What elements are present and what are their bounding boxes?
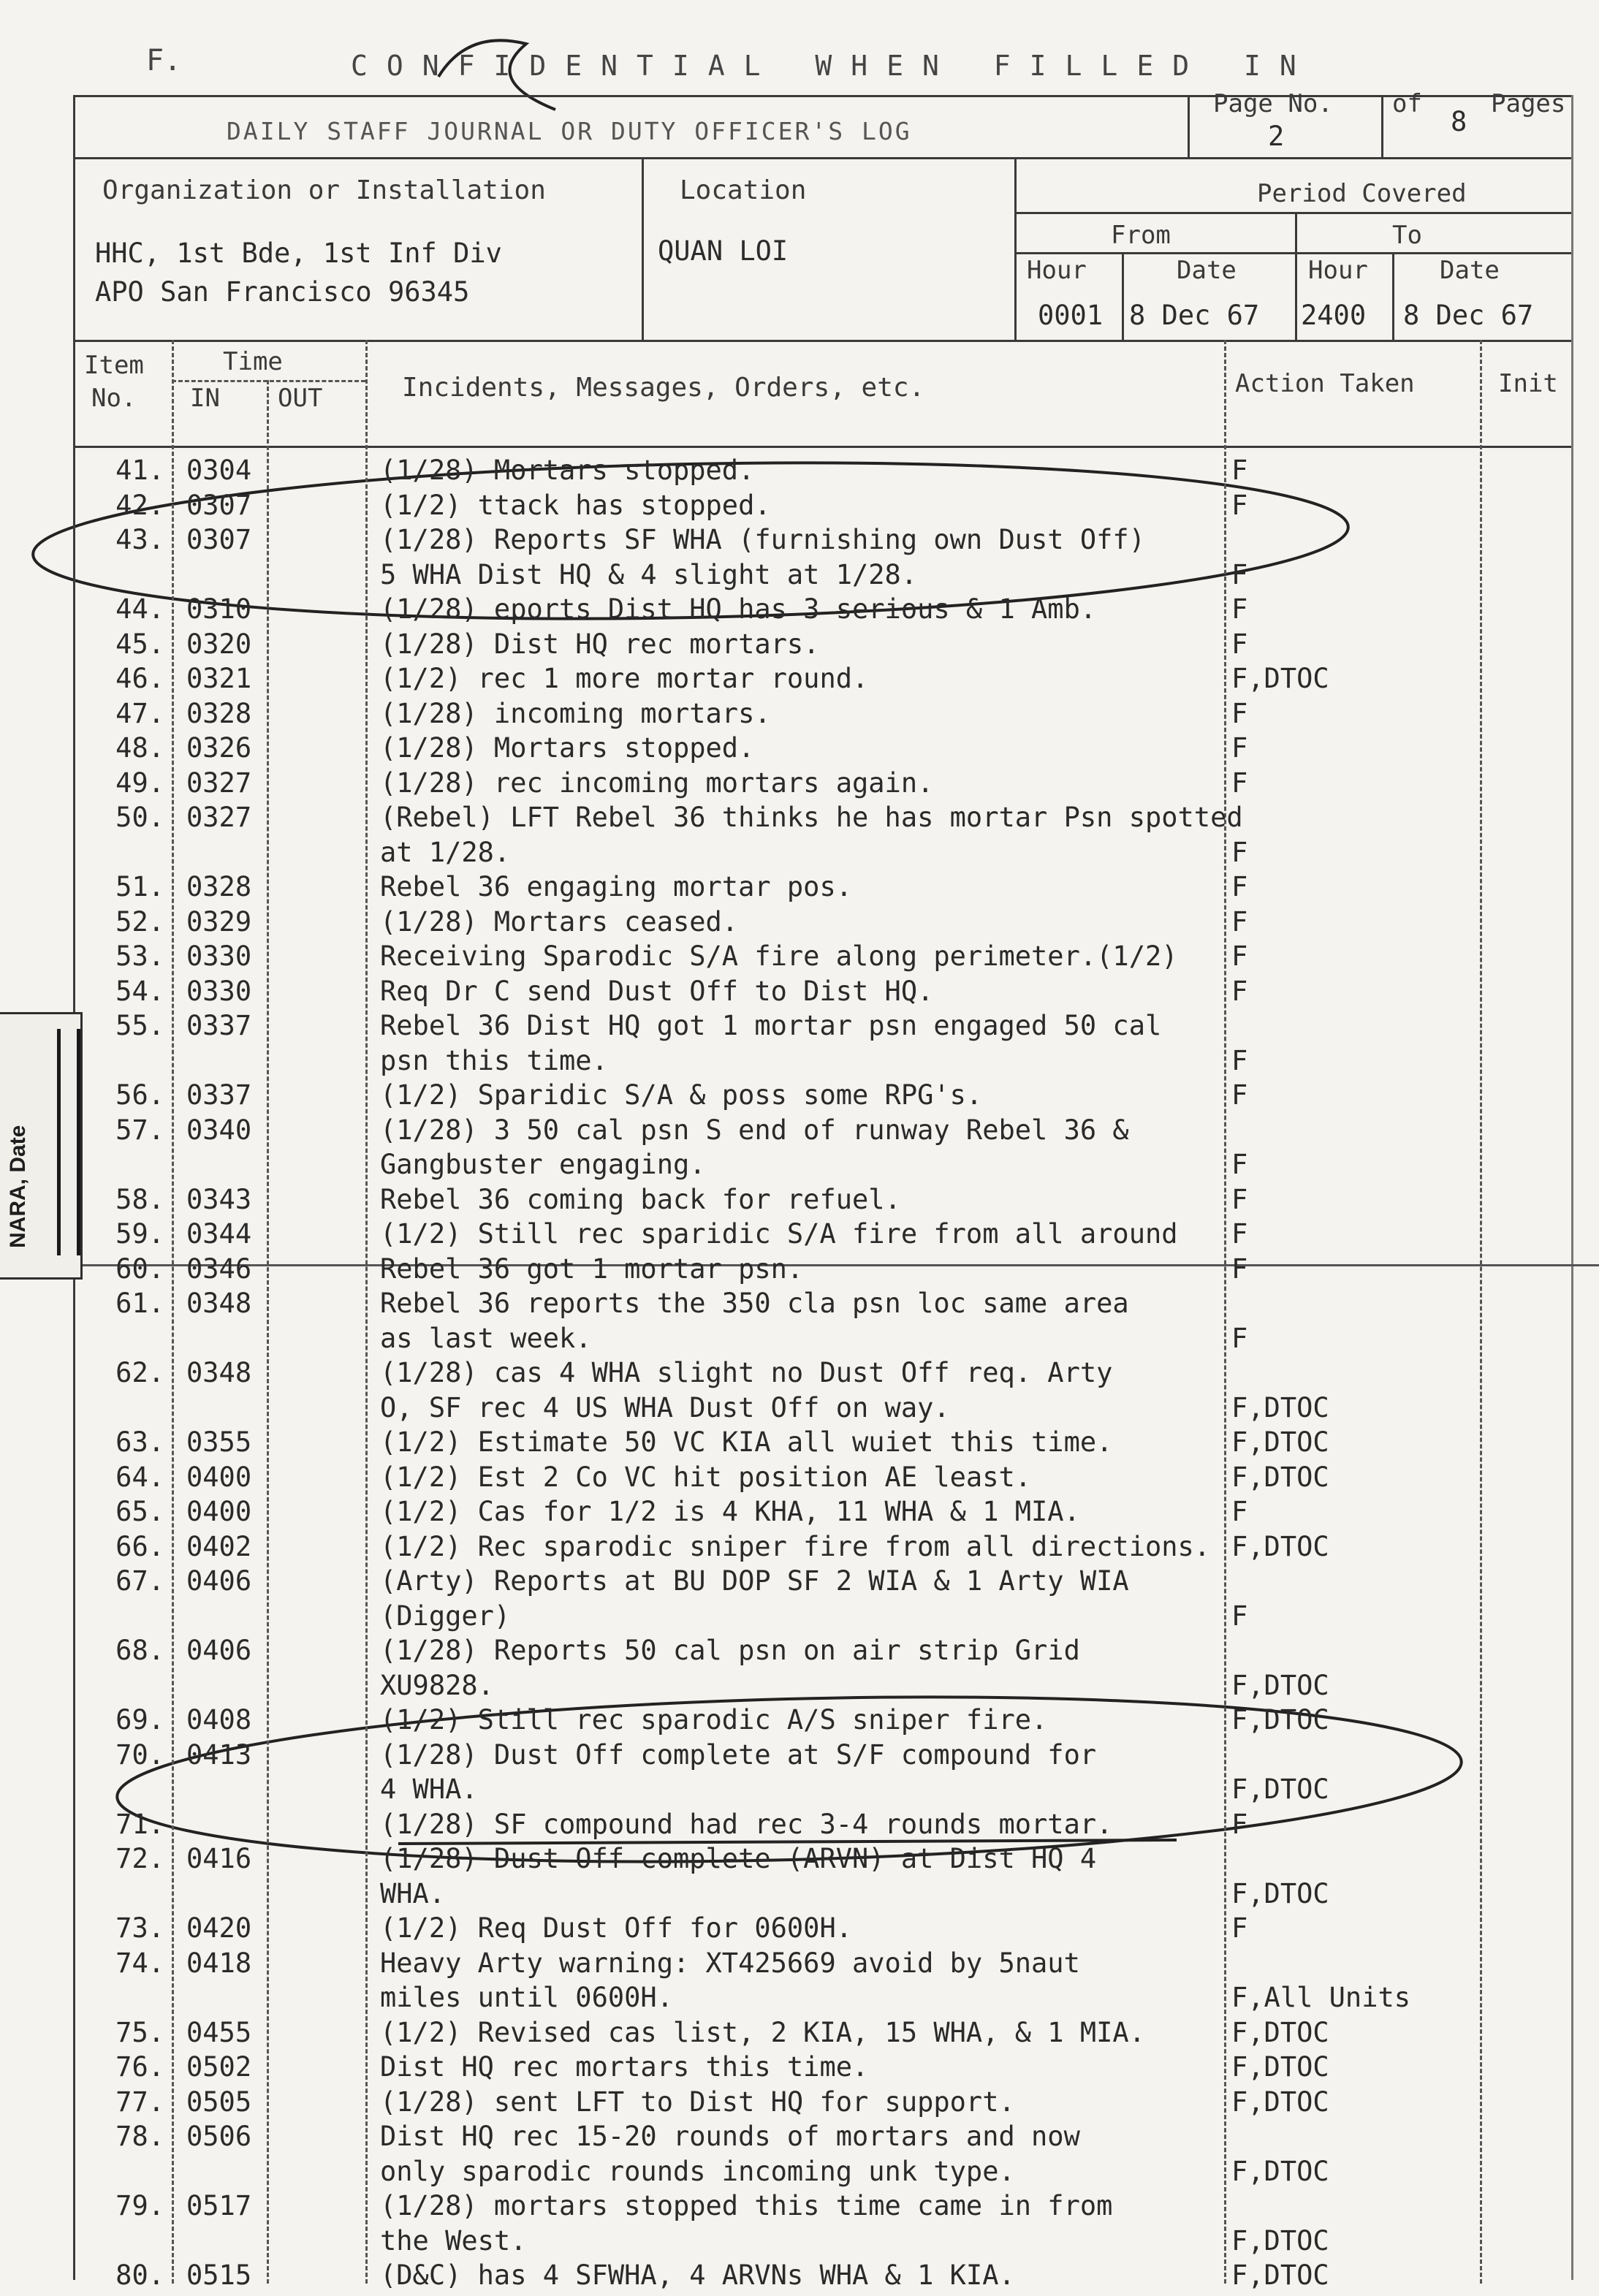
entry-text-line: (1/28) Reports SF WHA (furnishing own Dust Off) [380, 524, 1145, 555]
entry-text-line: (1/28) 3 50 cal psn S end of runway Rebel 36 & [380, 1114, 1129, 1146]
hour-date-divider [1392, 252, 1394, 340]
entry-item-no: 60. [115, 1252, 164, 1285]
entry-action: F [1231, 871, 1248, 902]
entry-item-no: 42. [115, 489, 164, 521]
page-no-divider [1188, 95, 1190, 157]
entry-text-line: (1/2) Est 2 Co VC hit position AE least. [380, 1461, 1032, 1493]
entry-action: F [1231, 836, 1248, 868]
entry-action: F [1231, 1808, 1248, 1840]
col-init-label: Init [1498, 369, 1558, 398]
nara-tab-bars [57, 1029, 80, 1255]
entry-item-no: 73. [115, 1912, 164, 1944]
entry-item-no: 69. [115, 1704, 164, 1736]
entry-text-line: (Rebel) LFT Rebel 36 thinks he has mortar Psn spotted [380, 802, 1243, 833]
entry-time-in: 0343 [186, 1183, 252, 1215]
entry-action: F,DTOC [1231, 663, 1329, 694]
entry-action: F [1231, 1218, 1248, 1250]
entry-text-line: (1/2) Req Dust Off for 0600H. [380, 1912, 853, 1944]
location-divider [642, 157, 644, 340]
entry-text-line: (1/2) ttack has stopped. [380, 489, 771, 521]
entry-action: F,DTOC [1231, 1530, 1329, 1562]
entry-time-in: 0505 [186, 2086, 252, 2118]
to-hour-label: Hour [1308, 256, 1368, 285]
entry-time-in: 0402 [186, 1530, 252, 1562]
from-hour: 0001 [1038, 300, 1104, 331]
location-label: Location [680, 175, 807, 205]
entry-time-in: 0321 [186, 663, 252, 694]
entry-text-line: Dist HQ rec mortars this time. [380, 2051, 869, 2083]
entry-text-line: (1/28) incoming mortars. [380, 697, 771, 729]
entry-item-no: 45. [115, 628, 164, 660]
entry-item-no: 64. [115, 1461, 164, 1493]
entry-action: F [1231, 558, 1248, 590]
entry-time-in: 0506 [186, 2121, 252, 2152]
entry-action: F,DTOC [1231, 1669, 1329, 1701]
entry-action: F [1231, 1912, 1248, 1944]
from-label: From [1111, 221, 1171, 250]
entry-time-in: 0348 [186, 1357, 252, 1388]
entry-action: F [1231, 1183, 1248, 1215]
col-separator [1480, 340, 1482, 2284]
hour-date-divider [1122, 252, 1124, 340]
from-to-divider [1295, 212, 1297, 340]
entry-action: F [1231, 975, 1248, 1007]
entry-item-no: 75. [115, 2016, 164, 2048]
entry-text-line: (1/28) SF compound had rec 3-4 rounds mortar. [380, 1808, 1113, 1840]
entry-item-no: 79. [115, 2190, 164, 2221]
entry-time-in: 0406 [186, 1565, 252, 1597]
entry-time-in: 0327 [186, 802, 252, 833]
entry-action: F [1231, 593, 1248, 625]
entry-time-in: 0326 [186, 732, 252, 764]
entry-text-line: at 1/28. [380, 836, 511, 868]
entry-time-in: 0346 [186, 1252, 252, 1285]
page-no-value: 2 [1268, 121, 1285, 152]
entry-item-no: 74. [115, 1947, 164, 1979]
entry-time-in: 0406 [186, 1635, 252, 1666]
entry-text-line: Rebel 36 reports the 350 cla psn loc same area [380, 1288, 1129, 1319]
entry-text-line: (1/2) Still rec sparidic S/A fire from all around [380, 1218, 1178, 1250]
entry-action: F,DTOC [1231, 1877, 1329, 1909]
entry-item-no: 61. [115, 1288, 164, 1319]
entry-item-no: 68. [115, 1635, 164, 1666]
entry-item-no: 43. [115, 524, 164, 555]
entry-text-line: 4 WHA. [380, 1774, 478, 1805]
entry-text-line: (1/2) Still rec sparodic A/S sniper fire. [380, 1704, 1048, 1736]
entry-item-no: 50. [115, 802, 164, 833]
entry-item-no: 48. [115, 732, 164, 764]
entry-text-line: (1/28) Mortars stopped. [380, 732, 755, 764]
col-out-label: OUT [278, 384, 323, 413]
col-separator [365, 340, 368, 2284]
entry-text-line: psn this time. [380, 1044, 608, 1076]
entry-item-no: 78. [115, 2121, 164, 2152]
entry-text-line: (1/28) cas 4 WHA slight no Dust Off req. Arty [380, 1357, 1113, 1388]
entry-item-no: 47. [115, 697, 164, 729]
org-label: Organization or Installation [102, 175, 546, 205]
entry-action: F [1231, 1079, 1248, 1111]
entry-text-line: (1/28) sent LFT to Dist HQ for support. [380, 2086, 1015, 2118]
entry-text-line: (1/2) Estimate 50 VC KIA all wuiet this time. [380, 1426, 1113, 1458]
entry-text-line: (1/28) Dust Off complete (ARVN) at Dist HQ 4 [380, 1843, 1097, 1874]
entry-item-no: 66. [115, 1530, 164, 1562]
of-divider [1381, 95, 1383, 157]
col-action-label: Action Taken [1235, 369, 1415, 398]
entry-text-line: (1/28) mortars stopped this time came in from [380, 2190, 1113, 2221]
right-border [1571, 95, 1573, 2280]
entry-item-no: 41. [115, 455, 164, 486]
entry-action: F [1231, 1149, 1248, 1180]
entry-time-in: 0304 [186, 455, 252, 486]
from-date-label: Date [1177, 256, 1237, 285]
entry-action: F [1231, 767, 1248, 799]
entry-time-in: 0517 [186, 2190, 252, 2221]
col-separator [1224, 340, 1226, 2284]
entry-time-in: 0408 [186, 1704, 252, 1736]
entry-action: F [1231, 455, 1248, 486]
entry-action: F [1231, 628, 1248, 660]
entry-time-in: 0337 [186, 1079, 252, 1111]
entry-item-no: 57. [115, 1114, 164, 1146]
to-hour: 2400 [1301, 300, 1367, 331]
entry-item-no: 65. [115, 1496, 164, 1527]
from-hour-label: Hour [1027, 256, 1087, 285]
entry-item-no: 59. [115, 1218, 164, 1250]
entry-action: F,DTOC [1231, 1426, 1329, 1458]
col-incidents-label: Incidents, Messages, Orders, etc. [402, 373, 925, 403]
entry-action: F [1231, 1600, 1248, 1632]
entry-text-line: Rebel 36 coming back for refuel. [380, 1183, 901, 1215]
entry-item-no: 53. [115, 940, 164, 972]
nara-tab-label: NARA, Date [6, 1125, 30, 1248]
entry-action: F [1231, 940, 1248, 972]
entry-text-line: (1/28) Dust Off complete at S/F compound for [380, 1738, 1097, 1771]
to-date-label: Date [1440, 256, 1500, 285]
entry-text-line: (Arty) Reports at BU DOP SF 2 WIA & 1 Arty WIA [380, 1565, 1129, 1597]
entry-item-no: 67. [115, 1565, 164, 1597]
entry-item-no: 58. [115, 1183, 164, 1215]
entry-action: F [1231, 697, 1248, 729]
entry-item-no: 52. [115, 905, 164, 938]
entry-text-line: (1/28) eports Dist HQ has 3 serious & 1 Amb. [380, 593, 1097, 625]
page-no-label: Page No. [1213, 89, 1333, 118]
entry-action: F [1231, 1252, 1248, 1285]
entry-item-no: 76. [115, 2051, 164, 2083]
period-rule [1014, 212, 1571, 214]
entry-time-in: 0327 [186, 767, 252, 799]
entry-text-line: (1/2) Sparidic S/A & poss some RPG's. [380, 1079, 983, 1111]
entry-text-line: WHA. [380, 1877, 446, 1909]
entry-time-in: 0455 [186, 2016, 252, 2048]
entry-text-line: (1/28) Dist HQ rec mortars. [380, 628, 820, 660]
entry-time-in: 0348 [186, 1288, 252, 1319]
entry-item-no: 51. [115, 871, 164, 902]
entry-text-line: Req Dr C send Dust Off to Dist HQ. [380, 975, 934, 1007]
col-time-label: Time [223, 347, 283, 376]
period-rule [1014, 252, 1571, 254]
entry-action: F,DTOC [1231, 2155, 1329, 2187]
entry-time-in: 0416 [186, 1843, 252, 1874]
entry-time-in: 0413 [186, 1738, 252, 1771]
entry-action: F [1231, 905, 1248, 938]
entry-action: F,DTOC [1231, 1704, 1329, 1736]
nara-tab [0, 1012, 83, 1280]
entry-text-line: 5 WHA Dist HQ & 4 slight at 1/28. [380, 558, 918, 590]
col-item-label-2: No. [91, 384, 137, 413]
entry-action: F,DTOC [1231, 2051, 1329, 2083]
col-item-label: Item [84, 351, 144, 380]
entry-text-line: Gangbuster engaging. [380, 1149, 706, 1180]
entry-text-line: (1/28) Mortars ceased. [380, 905, 739, 938]
entry-item-no: 70. [115, 1738, 164, 1771]
entry-action: F,DTOC [1231, 1391, 1329, 1423]
entry-item-no: 77. [115, 2086, 164, 2118]
entry-text-line: (1/2) Cas for 1/2 is 4 KHA, 11 WHA & 1 MIA. [380, 1496, 1080, 1527]
entry-time-in: 0330 [186, 975, 252, 1007]
entry-time-in: 0329 [186, 905, 252, 938]
entry-text-line: (1/2) Revised cas list, 2 KIA, 15 WHA, & 1 MIA. [380, 2016, 1145, 2048]
entry-action: F,DTOC [1231, 2259, 1329, 2291]
entry-text-line: Dist HQ rec 15-20 rounds of mortars and now [380, 2121, 1080, 2152]
pages-label: Pages [1491, 89, 1566, 118]
entry-action: F,All Units [1231, 1982, 1411, 2013]
entry-action: F,DTOC [1231, 1774, 1329, 1805]
entry-text-line: (Digger) [380, 1600, 511, 1632]
entry-item-no: 72. [115, 1843, 164, 1874]
entry-text-line: the West. [380, 2224, 527, 2257]
entry-text-line: Heavy Arty warning: XT425669 avoid by 5naut [380, 1947, 1080, 1979]
entry-time-in: 0515 [186, 2259, 252, 2291]
entry-item-no: 71. [115, 1808, 164, 1840]
entry-time-in: 0328 [186, 871, 252, 902]
col-separator [172, 340, 174, 2284]
header-rule [73, 157, 1571, 159]
entry-time-in: 0502 [186, 2051, 252, 2083]
classification-banner: CONFIDENTIAL WHEN FILLED IN [351, 50, 1315, 82]
entry-text-line: (1/28) rec incoming mortars again. [380, 767, 934, 799]
log-title: DAILY STAFF JOURNAL OR DUTY OFFICER'S LOG [227, 117, 912, 145]
entry-action: F,DTOC [1231, 2224, 1329, 2257]
entry-time-in: 0420 [186, 1912, 252, 1944]
period-label: Period Covered [1257, 179, 1467, 208]
entry-text-line: only sparodic rounds incoming unk type. [380, 2155, 1015, 2187]
corner-mark: F. [146, 44, 182, 77]
entry-time-in: 0400 [186, 1461, 252, 1493]
col-in-label: IN [190, 384, 220, 413]
entry-time-in: 0400 [186, 1496, 252, 1527]
entry-item-no: 46. [115, 663, 164, 694]
entry-item-no: 49. [115, 767, 164, 799]
to-date: 8 Dec 67 [1403, 300, 1534, 331]
of-value: 8 [1451, 106, 1467, 137]
entry-time-in: 0355 [186, 1426, 252, 1458]
from-date: 8 Dec 67 [1129, 300, 1260, 331]
org-line-2: APO San Francisco 96345 [95, 276, 470, 308]
period-divider [1014, 157, 1017, 340]
entry-action: F [1231, 1322, 1248, 1354]
entry-action: F,DTOC [1231, 2016, 1329, 2048]
entry-item-no: 62. [115, 1357, 164, 1388]
entry-text-line: Receiving Sparodic S/A fire along perimeter.(1/2) [380, 940, 1178, 972]
of-label: of [1392, 89, 1422, 118]
entry-action: F,DTOC [1231, 2086, 1329, 2118]
entry-time-in: 0307 [186, 489, 252, 521]
entry-text-line: (1/28) Mortars stopped. [380, 455, 755, 486]
entry-time-in: 0344 [186, 1218, 252, 1250]
entry-item-no: 80. [115, 2259, 164, 2291]
entry-time-in: 0337 [186, 1010, 252, 1041]
entry-text-line: (1/2) rec 1 more mortar round. [380, 663, 869, 694]
location-value: QUAN LOI [658, 235, 789, 267]
header-rule [73, 446, 1571, 448]
entry-time-in: 0330 [186, 940, 252, 972]
entry-item-no: 54. [115, 975, 164, 1007]
entry-action: F [1231, 732, 1248, 764]
entry-item-no: 63. [115, 1426, 164, 1458]
entry-text-line: (1/2) Rec sparodic sniper fire from all directions. [380, 1530, 1211, 1562]
entry-item-no: 56. [115, 1079, 164, 1111]
entry-action: F,DTOC [1231, 1461, 1329, 1493]
entry-action: F [1231, 489, 1248, 521]
entry-time-in: 0320 [186, 628, 252, 660]
entry-action: F [1231, 1044, 1248, 1076]
entry-time-in: 0307 [186, 524, 252, 555]
entry-time-in: 0328 [186, 697, 252, 729]
entry-text-line: as last week. [380, 1322, 592, 1354]
entry-item-no: 44. [115, 593, 164, 625]
org-line-1: HHC, 1st Bde, 1st Inf Div [95, 237, 502, 269]
header-rule [73, 95, 1571, 97]
entry-text-line: O, SF rec 4 US WHA Dust Off on way. [380, 1391, 950, 1423]
entry-text-line: (D&C) has 4 SFWHA, 4 ARVNs WHA & 1 KIA. [380, 2259, 1015, 2291]
entry-text-line: XU9828. [380, 1669, 494, 1701]
entry-time-in: 0340 [186, 1114, 252, 1146]
header-rule [73, 340, 1571, 342]
entry-text-line: Rebel 36 Dist HQ got 1 mortar psn engaged 50 cal [380, 1010, 1162, 1041]
entry-text-line: Rebel 36 engaging mortar pos. [380, 871, 853, 902]
entry-item-no: 55. [115, 1010, 164, 1041]
entry-time-in: 0310 [186, 593, 252, 625]
entry-action: F [1231, 1496, 1248, 1527]
to-label: To [1392, 221, 1422, 250]
entry-text-line: Rebel 36 got 1 mortar psn. [380, 1252, 804, 1285]
entry-text-line: (1/28) Reports 50 cal psn on air strip Grid [380, 1635, 1080, 1666]
entry-time-in: 0418 [186, 1947, 252, 1979]
entry-text-line: miles until 0600H. [380, 1982, 673, 2013]
col-separator [267, 380, 269, 2284]
